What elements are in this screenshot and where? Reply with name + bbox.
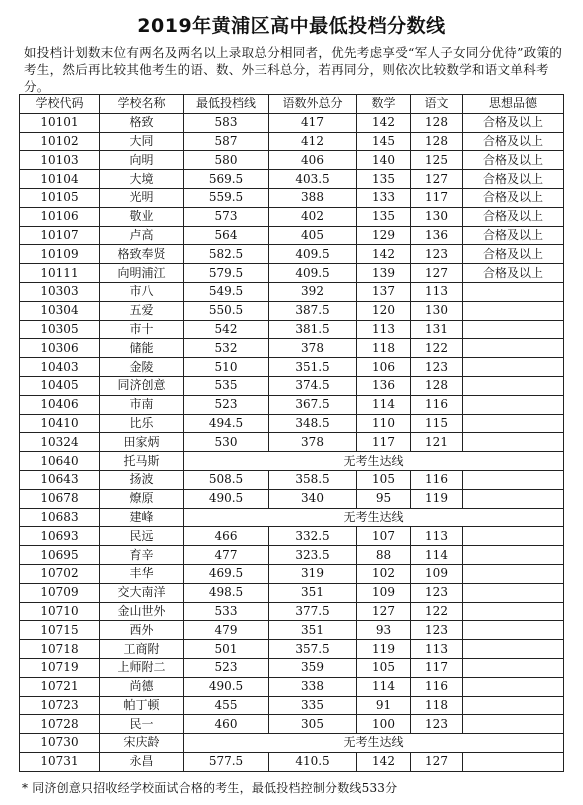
cell-total-score: 374.5: [269, 376, 357, 395]
cell-chinese: 130: [411, 301, 463, 320]
cell-min-score: 573: [184, 207, 269, 226]
cell-school-name: 市八: [100, 282, 184, 301]
cell-math: 100: [357, 715, 411, 734]
cell-math: 120: [357, 301, 411, 320]
cell-moral: 合格及以上: [463, 207, 564, 226]
table-row: [20, 677, 564, 696]
table-row: [20, 583, 564, 602]
cell-moral: [463, 414, 564, 433]
cell-moral: [463, 339, 564, 358]
cell-math: 106: [357, 358, 411, 377]
table-row: [20, 433, 564, 452]
cell-school-code: 10721: [20, 677, 100, 696]
cell-moral: [463, 282, 564, 301]
cell-moral: 合格及以上: [463, 245, 564, 264]
cell-moral: 合格及以上: [463, 170, 564, 189]
cell-school-code: 10107: [20, 226, 100, 245]
cell-moral: [463, 546, 564, 565]
cell-chinese: 127: [411, 752, 463, 771]
cell-moral: [463, 489, 564, 508]
cell-moral: [463, 376, 564, 395]
cell-school-name: 大同: [100, 132, 184, 151]
cell-moral: [463, 564, 564, 583]
cell-min-score: 569.5: [184, 170, 269, 189]
cell-min-score: 490.5: [184, 677, 269, 696]
cell-chinese: 116: [411, 395, 463, 414]
table-row: [20, 470, 564, 489]
cell-moral: [463, 583, 564, 602]
cell-moral: [463, 470, 564, 489]
cell-school-code: 10306: [20, 339, 100, 358]
cell-min-score: 510: [184, 358, 269, 377]
cell-school-name: 丰华: [100, 564, 184, 583]
table-row: [20, 621, 564, 640]
table-row: [20, 508, 564, 527]
cell-total-score: 359: [269, 658, 357, 677]
cell-math: 107: [357, 527, 411, 546]
table-row: [20, 170, 564, 189]
cell-school-name: 田家炳: [100, 433, 184, 452]
cell-school-name: 交大南洋: [100, 583, 184, 602]
cell-min-score: 533: [184, 602, 269, 621]
table-row: [20, 151, 564, 170]
cell-school-code: 10643: [20, 470, 100, 489]
table-row: [20, 188, 564, 207]
cell-moral: 合格及以上: [463, 132, 564, 151]
cell-school-code: 10111: [20, 264, 100, 283]
cell-total-score: 323.5: [269, 546, 357, 565]
table-row: [20, 264, 564, 283]
header-math: 数学: [357, 95, 411, 114]
cell-total-score: 388: [269, 188, 357, 207]
cell-moral: [463, 320, 564, 339]
cell-total-score: 332.5: [269, 527, 357, 546]
cell-math: 113: [357, 320, 411, 339]
cell-chinese: 128: [411, 113, 463, 132]
cell-math: 135: [357, 207, 411, 226]
table-row: [20, 489, 564, 508]
cell-school-code: 10723: [20, 696, 100, 715]
cell-min-score: 580: [184, 151, 269, 170]
cell-school-code: 10103: [20, 151, 100, 170]
cell-school-name: 托马斯: [100, 452, 184, 471]
table-row: [20, 395, 564, 414]
cell-chinese: 127: [411, 170, 463, 189]
cell-chinese: 123: [411, 715, 463, 734]
cell-school-name: 上师附二: [100, 658, 184, 677]
cell-school-code: 10403: [20, 358, 100, 377]
cell-math: 93: [357, 621, 411, 640]
cell-school-code: 10105: [20, 188, 100, 207]
table-row: [20, 207, 564, 226]
cell-chinese: 116: [411, 677, 463, 696]
cell-total-score: 378: [269, 339, 357, 358]
cell-total-score: 305: [269, 715, 357, 734]
cell-chinese: 131: [411, 320, 463, 339]
cell-total-score: 403.5: [269, 170, 357, 189]
cell-math: 118: [357, 339, 411, 358]
table-row: [20, 658, 564, 677]
cell-chinese: 128: [411, 132, 463, 151]
cell-school-name: 五爱: [100, 301, 184, 320]
cell-min-score: 549.5: [184, 282, 269, 301]
cell-school-code: 10305: [20, 320, 100, 339]
table-row: [20, 132, 564, 151]
cell-school-name: 市十: [100, 320, 184, 339]
cell-moral: [463, 527, 564, 546]
cell-total-score: 409.5: [269, 264, 357, 283]
table-row: [20, 546, 564, 565]
header-total-score: 语数外总分: [269, 95, 357, 114]
cell-school-name: 卢高: [100, 226, 184, 245]
cell-total-score: 358.5: [269, 470, 357, 489]
cell-min-score: 479: [184, 621, 269, 640]
cell-min-score: 477: [184, 546, 269, 565]
cell-chinese: 123: [411, 621, 463, 640]
cell-math: 109: [357, 583, 411, 602]
cell-total-score: 381.5: [269, 320, 357, 339]
cell-no-qualified: 无考生达线: [184, 452, 564, 471]
cell-chinese: 114: [411, 546, 463, 565]
cell-total-score: 410.5: [269, 752, 357, 771]
cell-min-score: 583: [184, 113, 269, 132]
table-row: [20, 752, 564, 771]
cell-min-score: 501: [184, 640, 269, 659]
cell-chinese: 117: [411, 188, 463, 207]
table-row: [20, 564, 564, 583]
cell-chinese: 113: [411, 640, 463, 659]
cell-math: 102: [357, 564, 411, 583]
cell-min-score: 535: [184, 376, 269, 395]
cell-school-name: 格致奉贤: [100, 245, 184, 264]
cell-total-score: 405: [269, 226, 357, 245]
cell-no-qualified: 无考生达线: [184, 508, 564, 527]
cell-chinese: 122: [411, 602, 463, 621]
table-row: [20, 696, 564, 715]
cell-school-name: 光明: [100, 188, 184, 207]
cell-school-code: 10405: [20, 376, 100, 395]
cell-total-score: 409.5: [269, 245, 357, 264]
cell-math: 142: [357, 752, 411, 771]
cell-total-score: 387.5: [269, 301, 357, 320]
cell-math: 137: [357, 282, 411, 301]
cell-total-score: 357.5: [269, 640, 357, 659]
cell-total-score: 340: [269, 489, 357, 508]
cell-school-name: 比乐: [100, 414, 184, 433]
cell-total-score: 406: [269, 151, 357, 170]
cell-school-name: 向明浦江: [100, 264, 184, 283]
table-row: [20, 113, 564, 132]
table-row: [20, 226, 564, 245]
cell-total-score: 335: [269, 696, 357, 715]
cell-math: 135: [357, 170, 411, 189]
cell-school-name: 金山世外: [100, 602, 184, 621]
cell-min-score: 564: [184, 226, 269, 245]
cell-math: 105: [357, 658, 411, 677]
cell-school-name: 民一: [100, 715, 184, 734]
cell-school-code: 10715: [20, 621, 100, 640]
header-chinese: 语文: [411, 95, 463, 114]
cell-math: 136: [357, 376, 411, 395]
cell-school-code: 10718: [20, 640, 100, 659]
cell-chinese: 118: [411, 696, 463, 715]
cell-chinese: 127: [411, 264, 463, 283]
cell-min-score: 508.5: [184, 470, 269, 489]
cell-min-score: 550.5: [184, 301, 269, 320]
cell-math: 91: [357, 696, 411, 715]
cell-school-name: 帕丁顿: [100, 696, 184, 715]
cell-moral: [463, 752, 564, 771]
cell-total-score: 417: [269, 113, 357, 132]
cell-total-score: 392: [269, 282, 357, 301]
cell-math: 140: [357, 151, 411, 170]
cell-school-name: 民远: [100, 527, 184, 546]
cell-school-name: 工商附: [100, 640, 184, 659]
cell-math: 133: [357, 188, 411, 207]
cell-min-score: 523: [184, 395, 269, 414]
page-title: 2019年黄浦区高中最低投档分数线: [137, 15, 446, 37]
footnote: * 同济创意只招收经学校面试合格的考生，最低投档控制分数线533分: [22, 781, 398, 795]
cell-chinese: 119: [411, 489, 463, 508]
cell-math: 114: [357, 395, 411, 414]
cell-total-score: 338: [269, 677, 357, 696]
cell-chinese: 122: [411, 339, 463, 358]
score-table: [19, 94, 564, 772]
table-row: [20, 640, 564, 659]
cell-school-code: 10104: [20, 170, 100, 189]
cell-min-score: 498.5: [184, 583, 269, 602]
cell-school-code: 10695: [20, 546, 100, 565]
cell-total-score: 402: [269, 207, 357, 226]
cell-total-score: 351: [269, 583, 357, 602]
table-row: [20, 527, 564, 546]
cell-chinese: 115: [411, 414, 463, 433]
cell-moral: [463, 433, 564, 452]
cell-moral: [463, 696, 564, 715]
cell-min-score: 532: [184, 339, 269, 358]
cell-school-name: 格致: [100, 113, 184, 132]
cell-school-name: 扬波: [100, 470, 184, 489]
cell-math: 142: [357, 245, 411, 264]
cell-school-name: 同济创意: [100, 376, 184, 395]
cell-total-score: 378: [269, 433, 357, 452]
cell-min-score: 582.5: [184, 245, 269, 264]
table-row: [20, 301, 564, 320]
cell-school-code: 10303: [20, 282, 100, 301]
cell-moral: [463, 301, 564, 320]
cell-moral: [463, 621, 564, 640]
table-header-row: [20, 95, 564, 114]
cell-school-code: 10106: [20, 207, 100, 226]
cell-school-code: 10304: [20, 301, 100, 320]
cell-math: 88: [357, 546, 411, 565]
cell-school-name: 市南: [100, 395, 184, 414]
cell-min-score: 587: [184, 132, 269, 151]
cell-math: 127: [357, 602, 411, 621]
cell-school-code: 10710: [20, 602, 100, 621]
cell-moral: [463, 395, 564, 414]
cell-school-name: 尚德: [100, 677, 184, 696]
cell-school-code: 10640: [20, 452, 100, 471]
header-school-code: 学校代码: [20, 95, 100, 114]
cell-min-score: 466: [184, 527, 269, 546]
cell-school-name: 育辛: [100, 546, 184, 565]
cell-min-score: 579.5: [184, 264, 269, 283]
cell-school-code: 10406: [20, 395, 100, 414]
cell-school-code: 10693: [20, 527, 100, 546]
header-min-score: 最低投档线: [184, 95, 269, 114]
cell-school-code: 10102: [20, 132, 100, 151]
table-row: [20, 320, 564, 339]
cell-school-code: 10730: [20, 734, 100, 753]
table-row: [20, 414, 564, 433]
cell-moral: 合格及以上: [463, 188, 564, 207]
cell-school-name: 金陵: [100, 358, 184, 377]
cell-total-score: 412: [269, 132, 357, 151]
cell-school-name: 西外: [100, 621, 184, 640]
cell-school-code: 10324: [20, 433, 100, 452]
cell-chinese: 113: [411, 282, 463, 301]
cell-chinese: 125: [411, 151, 463, 170]
cell-min-score: 455: [184, 696, 269, 715]
cell-moral: [463, 658, 564, 677]
cell-chinese: 117: [411, 658, 463, 677]
cell-total-score: 367.5: [269, 395, 357, 414]
cell-chinese: 123: [411, 583, 463, 602]
cell-chinese: 130: [411, 207, 463, 226]
cell-min-score: 577.5: [184, 752, 269, 771]
cell-school-name: 建峰: [100, 508, 184, 527]
table-row: [20, 339, 564, 358]
cell-min-score: 530: [184, 433, 269, 452]
cell-math: 129: [357, 226, 411, 245]
cell-school-name: 敬业: [100, 207, 184, 226]
table-row: [20, 715, 564, 734]
cell-math: 117: [357, 433, 411, 452]
table-row: [20, 245, 564, 264]
cell-chinese: 123: [411, 358, 463, 377]
cell-school-code: 10709: [20, 583, 100, 602]
cell-math: 95: [357, 489, 411, 508]
cell-min-score: 494.5: [184, 414, 269, 433]
cell-moral: 合格及以上: [463, 151, 564, 170]
cell-chinese: 121: [411, 433, 463, 452]
cell-school-name: 储能: [100, 339, 184, 358]
cell-math: 105: [357, 470, 411, 489]
cell-math: 119: [357, 640, 411, 659]
cell-school-code: 10683: [20, 508, 100, 527]
table-row: [20, 376, 564, 395]
cell-total-score: 348.5: [269, 414, 357, 433]
cell-school-code: 10719: [20, 658, 100, 677]
cell-min-score: 460: [184, 715, 269, 734]
cell-school-code: 10101: [20, 113, 100, 132]
cell-chinese: 113: [411, 527, 463, 546]
cell-min-score: 490.5: [184, 489, 269, 508]
cell-school-name: 燎原: [100, 489, 184, 508]
cell-total-score: 319: [269, 564, 357, 583]
cell-chinese: 109: [411, 564, 463, 583]
cell-moral: [463, 640, 564, 659]
cell-no-qualified: 无考生达线: [184, 734, 564, 753]
cell-chinese: 116: [411, 470, 463, 489]
cell-school-name: 大境: [100, 170, 184, 189]
cell-math: 145: [357, 132, 411, 151]
table-row: [20, 452, 564, 471]
cell-school-name: 向明: [100, 151, 184, 170]
cell-chinese: 136: [411, 226, 463, 245]
cell-total-score: 377.5: [269, 602, 357, 621]
table-row: [20, 282, 564, 301]
cell-school-code: 10728: [20, 715, 100, 734]
cell-school-code: 10678: [20, 489, 100, 508]
cell-school-code: 10109: [20, 245, 100, 264]
cell-school-code: 10731: [20, 752, 100, 771]
cell-moral: [463, 677, 564, 696]
cell-moral: 合格及以上: [463, 264, 564, 283]
header-moral: 思想品德: [463, 95, 564, 114]
cell-min-score: 469.5: [184, 564, 269, 583]
cell-school-code: 10410: [20, 414, 100, 433]
table-row: [20, 602, 564, 621]
cell-chinese: 123: [411, 245, 463, 264]
cell-school-code: 10702: [20, 564, 100, 583]
cell-total-score: 351.5: [269, 358, 357, 377]
table-row: [20, 734, 564, 753]
cell-moral: [463, 358, 564, 377]
header-school-name: 学校名称: [100, 95, 184, 114]
cell-school-name: 永昌: [100, 752, 184, 771]
cell-chinese: 128: [411, 376, 463, 395]
admission-note: 如投档计划数末位有两名及两名以上录取总分相同者，优先考虑享受“军人子女同分优待”政策的考生，然后再比较其他考生的语、数、外三科总分，若再同分，则依次比较数学和语文单科考分。: [24, 45, 563, 94]
cell-moral: [463, 715, 564, 734]
cell-min-score: 542: [184, 320, 269, 339]
cell-school-name: 宋庆龄: [100, 734, 184, 753]
cell-moral: [463, 602, 564, 621]
cell-math: 139: [357, 264, 411, 283]
cell-math: 114: [357, 677, 411, 696]
cell-total-score: 351: [269, 621, 357, 640]
table-row: [20, 358, 564, 377]
cell-math: 142: [357, 113, 411, 132]
cell-min-score: 559.5: [184, 188, 269, 207]
cell-min-score: 523: [184, 658, 269, 677]
cell-moral: 合格及以上: [463, 113, 564, 132]
cell-moral: 合格及以上: [463, 226, 564, 245]
cell-math: 110: [357, 414, 411, 433]
